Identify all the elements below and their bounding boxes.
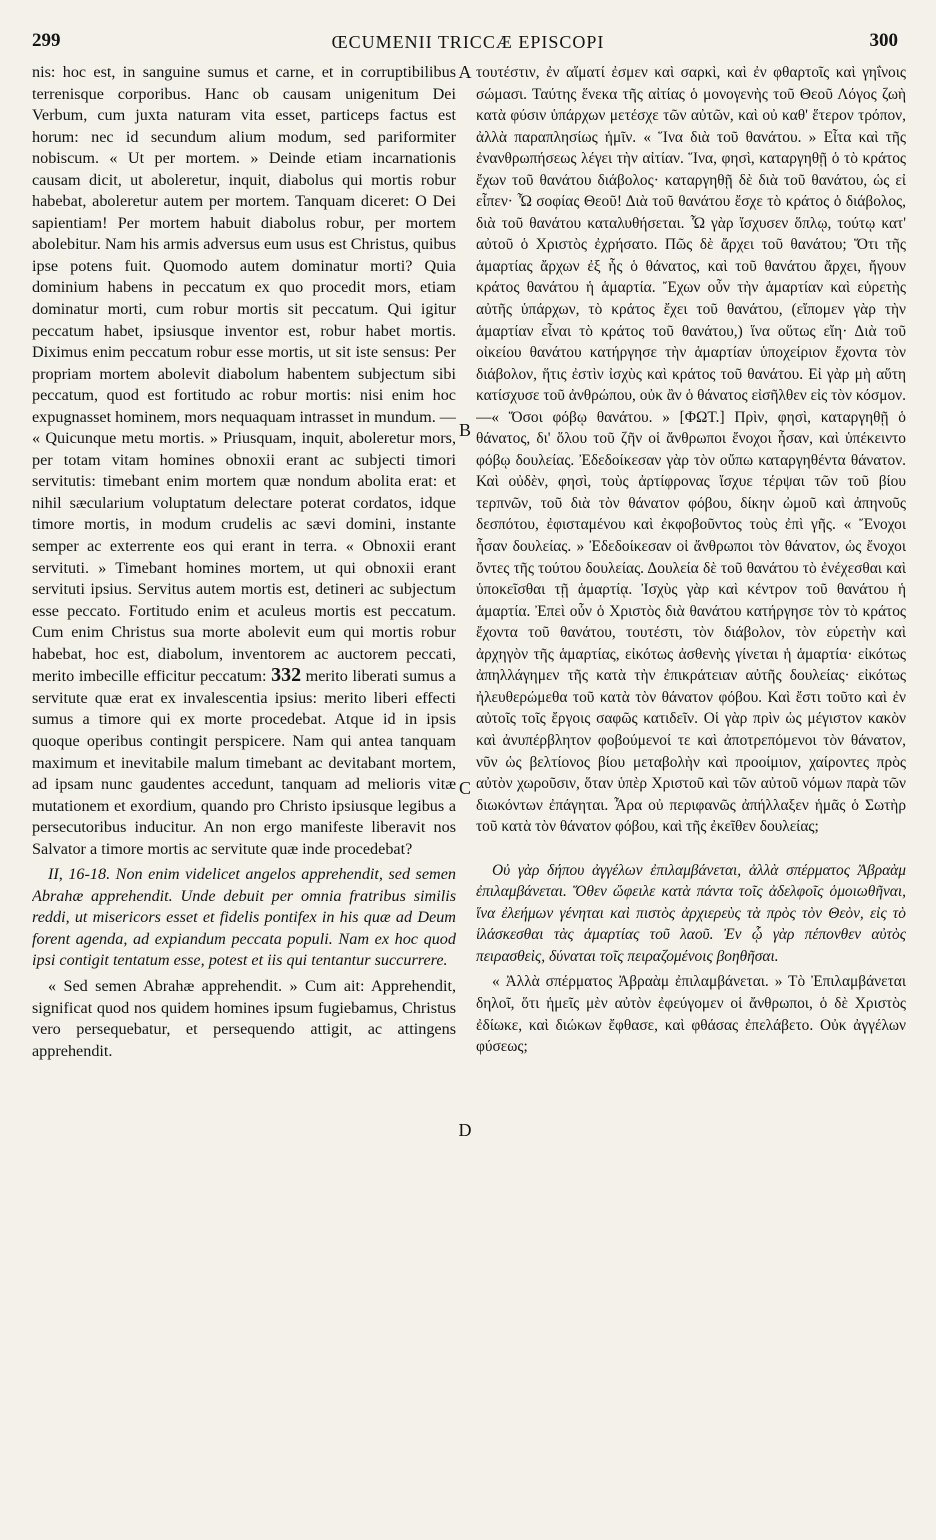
- latin-paragraph-3: « Sed semen Abrahæ apprehendit. » Cum ait: Apprehendit, significat quod nos quidem homines ipsum fugiebamus, Christus vero persequebatur, et persequendo attigit, ac attingens apprehendit.: [32, 976, 456, 1060]
- page-number-right: 300: [869, 30, 898, 51]
- margin-letter-a: A: [458, 62, 472, 82]
- latin-text-1a: nis: hoc est, in sanguine sumus et carne, et in corruptibilibus terrenisque corporibus. Hanc ob causam unigenitum Dei Verbum, cum juxta naturam vita esset, particeps factus est horum: nec id secundum alium modum, sed pariformiter nobiscum. « Ut per mortem. » Deinde etiam incarnationis causam dicit, ut aboleretur, inquit, diabolus qui mortis robur habebat, aboleretur autem per mortem. Tanquam diceret: O Dei sapientiam! Per mortem habuit diabolus robur, per mortem abolebitur. Nam his armis adversus eum usus est Christus, quibus ipse potens fuit. Quomodo autem dominatur morti? Quia dominium habens in peccatum ex quo procedit mors, etiam dominatur morti, cum robur mortis sit peccatum. Qui igitur peccatum habet, ipsiusque inventor est, robur habet mortis. Diximus enim peccatum robur esse mortis, ut sit iste sensus: Per propriam mortem abolevit diabolum habentem subjectum sibi peccatum, quod est fortitudo ac robur mortis: nisi enim hoc expugnasset hominem, mors nequaquam intrasset in mundum. — « Quicunque metu mortis. » Priusquam, inquit, aboleretur mors, per totam vitam homines obnoxii erant ac subjecti timori servitutis: timebant enim mortem quæ nondum abolita erat: et nihil sæcularium voluptatum delectare poterat cordatos, idque timore mortis, in modum crudelis ac sævi domini, instante semper ac exterrente eos qui erant in terra. « Obnoxii erant servituti. » Timebant homines mortem, ut qui obnoxii erant servituti ipsius. Servitus autem mortis est, detineri ac subjectum esse peccato. Fortitudo enim et aculeus mortis est peccatum. Cum enim Christus sua morte abolevit eum qui mortis robur habebat, hoc est, diabolum, inventorem ac auctorem peccati, merito imbecille efficitur peccatum:: [32, 63, 456, 686]
- greek-paragraph-2: Οὐ γὰρ δήπου ἀγγέλων ἐπιλαμβάνεται, ἀλλὰ σπέρματος Ἀβραὰμ ἐπιλαμβάνεται. Ὅθεν ὤφειλε κατὰ πάντα τοῖς ἀδελφοῖς ὁμοιωθῆναι, ἵνα ἐλεήμων γένηται καὶ πιστὸς ἀρχιερεὺς τὰ πρὸς τὸν Θεὸν, εἰς τὸ ἱλάσκεσθαι τὰς ἁμαρτίας τοῦ λαοῦ. Ἐν ᾧ γὰρ πέπονθεν αὐτὸς πειρασθεὶς, δύναται τοῖς πειραζομένοις βοηθῆσαι.: [476, 861, 906, 965]
- greek-paragraph-1: τουτέστιν, ἐν αἵματί ἐσμεν καὶ σαρκὶ, καὶ ἐν φθαρτοῖς καὶ γηΐνοις σώμασι. Ταύτης ἕνεκα τῆς αἰτίας ὁ μονογενὴς τοῦ Θεοῦ Λόγος ζωὴ κατὰ φύσιν ὑπάρχων μετέσχε τῶν αὐτῶν, καὶ οὐ καθ' ἕτερον τρόπον, ἀλλὰ παραπλησίως ἡμῖν. « Ἵνα διὰ τοῦ θανάτου. » Εἶτα καὶ τῆς ἐνανθρωπήσεως λέγει τὴν αἰτίαν. Ἵνα, φησὶ, καταργηθῇ ὁ τὸ κράτος ἔχων τοῦ θανάτου διάβολος· καταργηθῇ δὲ διὰ τοῦ θανάτου, ὡς εἰ εἶπεν· Ὦ σοφίας Θεοῦ! Διὰ τοῦ θανάτου ἔσχε τὸ κράτος ὁ διάβολος, διὰ τοῦ θανάτου καταλυθήσεται. Ὧ γὰρ ἴσχυσεν ὅπλῳ, τούτῳ κατ' αὐτοῦ ὁ Χριστὸς ἐχρήσατο. Πῶς δὲ ἄρχει τοῦ θανάτου; Ὅτι τῆς ἁμαρτίας ἄρχων ἐξ ἧς ὁ θάνατος, καὶ τοῦ θανάτου ἄρχει, ἤγουν κράτος θανάτου ἡ ἁμαρτία. Ἔχων οὖν τὴν ἁμαρτίαν καὶ εὑρετὴς αὐτῆς ὑπάρχων, τὸ κράτος ἔχει τοῦ θανάτου, (εἴπομεν γὰρ τὴν ἁμαρτίαν εἶναι τὸ κράτος τοῦ θανάτου,) ἵνα οὕτως εἴη· Διὰ τοῦ οἰκείου θανάτου κατήργησε τὴν ἁμαρτίαν ὑποχείριον ἔχοντα τὸν διάβολον, ἥτις ἐστὶν ἰσχὺς καὶ κράτος τοῦ θανάτου. Εἰ γὰρ μὴ αὕτη κατίσχυσε τοῦ ἀνθρώπου, οὐκ ἂν ὁ θάνατος εἰσῆλθεν εἰς τὸν κόσμον.—« Ὅσοι φόβῳ θανάτου. » [ΦΩΤ.] Πρὶν, φησὶ, καταργηθῇ ὁ θάνατος, δι' ὅλου τοῦ ζῆν οἱ ἄνθρωποι ἔνοχοι ἦσαν, καὶ ὑπέκειντο φόβῳ δουλείας. Ἐδεδοίκεσαν γὰρ τὸν οὔπω καταργηθέντα θάνατον. Καὶ οὐδὲν, φησὶ, τοὺς ἀρτίφρονας ἴσχυε τέρψαι τῶν τοῦ βίου τερπνῶν, τοῦ διὰ τὸν θάνατον φόβου, δίκην ὠμοῦ καὶ ἀπηνοῦς δεσπότου, ἐφισταμένου καὶ ἐκφοβοῦντος τοὺς ἐπὶ γῆς. « Ἔνοχοι ἦσαν δουλείας. » Ἐδεδοίκεσαν οἱ ἄνθρωποι τὸν θάνατον, ὡς ἔνοχοι ὄντες τῆς τούτου δουλείας. Δουλεία δὲ τοῦ θανάτου τὸ ἐνέχεσθαι καὶ ὑποκεῖσθαι τῇ ἁμαρτίᾳ. Ἰσχὺς γὰρ καὶ κέντρον τοῦ θανάτου ἡ ἁμαρτία. Ἐπεὶ οὖν ὁ Χριστὸς διὰ θανάτου κατήργησε τὸν τὸ κράτος ἔχοντα τοῦ θανάτου, τουτέστι, τὸν διάβολον, τὸν εὑρετὴν καὶ ἀρχηγὸν τῆς ἁμαρτίας, εἰκότως ἀσθενὴς γίνεται ἡ ἁμαρτία· εἰκότως ἀπηλλάγημεν τῆς κατὰ τὴν ἐπικράτειαν αὐτῆς δουλείας· εἰκότως ἠλευθερώμεθα τοῦ κατὰ τὸν θάνατον φόβου. Καὶ ἔστι τοῦτο καὶ ἐν αὐτοῖς τοῖς ἔργοις σαφῶς κατιδεῖν. Οἱ γὰρ πρὶν ὡς μέγιστον κακὸν καὶ ἀνυπέρβλητον φοβούμενοί τε καὶ ἀποτρεπόμενοι τὸν θάνατον, νῦν ὡς βελτίονος βίου μεταβολὴν καὶ προοίμιον, χαίροντες πρὸς αὐτὸν χωροῦσιν, ὅταν ὑπὲρ Χριστοῦ καὶ τῶν αὐτοῦ νόμων παρὰ τῶν διωκόντων ἐπάγηται. Ἆρα οὐ περιφανῶς ἀπήλλαξεν ἡμᾶς ὁ Σωτὴρ τοῦ κατὰ τὸν θάνατον φόβου, καὶ τῆς ἐκεῖθεν δουλείας;: [476, 64, 906, 836]
- latin-text-1b: merito liberati sumus a servitute quæ erat ex invalescentia ipsius: merito liberi effecti sumus a timore qui ex morte procedebat. Atque id in ipsis quoque operibus contingit perspicere. Nam qui antea tanquam maximum et inevitabile malum timebant ac devitabant mortem, ad ipsam nunc gaudentes accedunt, tanquam ad melioris vitæ mutationem et exordium, quando pro Christo ipsiusque legibus a persecutoribus inducitur. An non ergo manifeste liberavit nos Salvator a timore mortis ac servitute quæ inde procedebat?: [32, 667, 456, 858]
- latin-paragraph-1: [32, 62, 456, 860]
- margin-letter-b: B: [458, 420, 471, 440]
- column-number: 332: [271, 664, 302, 687]
- margin-letter-c: C: [458, 778, 471, 798]
- page-number-left: 299: [32, 30, 61, 51]
- greek-column: [476, 62, 906, 1062]
- running-title: ŒCUMENII TRICCÆ EPISCOPI: [331, 32, 605, 52]
- margin-letter-d: D: [458, 1120, 472, 1140]
- greek-paragraph-3: « Ἀλλὰ σπέρματος Ἀβραὰμ ἐπιλαμβάνεται. » Τὸ Ἐπιλαμβάνεται δηλοῖ, ὅτι ἡμεῖς μὲν αὐτὸν ἐφεύγομεν οἱ ἄνθρωποι, ὁ δὲ Χριστὸς ἐδίωκε, καὶ διώκων ἔφθασε, καὶ φθάσας ἐπελάβετο. Οὐκ ἀγγέλων φύσεως;: [476, 973, 906, 1056]
- latin-column: [32, 62, 456, 1066]
- latin-paragraph-2: II, 16-18. Non enim videlicet angelos apprehendit, sed semen Abrahæ apprehendit. Unde debuit per omnia fratribus similis reddi, ut misericors esset et fidelis pontifex in his quæ ad Deum forent agenda, ad expiandum peccata populi. Nam ex hoc quod ipsi contigit tentatum esse, potest et iis qui tentantur succurrere.: [32, 865, 456, 970]
- page-header: [30, 30, 906, 60]
